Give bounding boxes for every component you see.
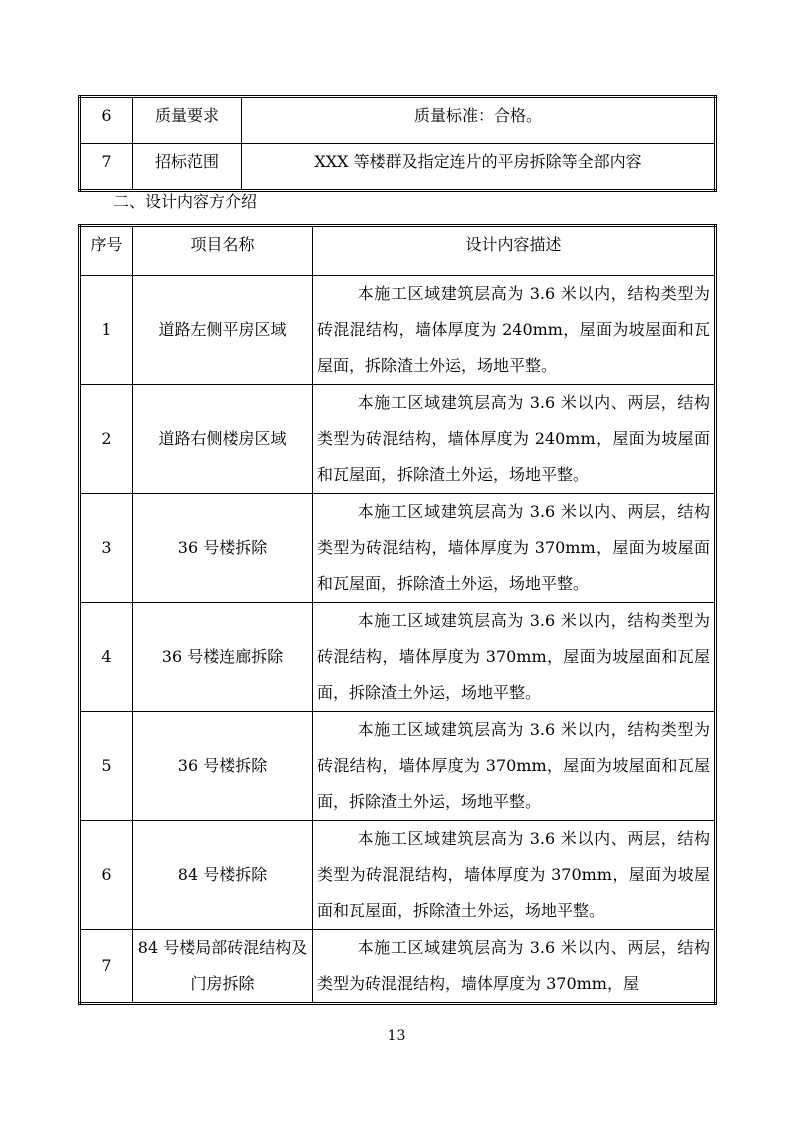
table-row <box>80 821 716 930</box>
row-number: 5 <box>80 712 133 821</box>
design-content-table <box>78 224 717 1005</box>
table-row <box>80 276 716 385</box>
design-description: 本施工区域建筑层高为 3.6 米以内，结构类型为砖混混结构，墙体厚度为 240mm，屋面为坡屋面和瓦屋面，拆除渣土外运，场地平整。 <box>313 276 716 385</box>
row-number: 6 <box>80 97 133 144</box>
design-description: 本施工区域建筑层高为 3.6 米以内，结构类型为砖混结构，墙体厚度为 370mm，屋面为坡屋面和瓦屋面，拆除渣土外运，场地平整。 <box>313 712 716 821</box>
row-number: 1 <box>80 276 133 385</box>
design-description: 本施工区域建筑层高为 3.6 米以内、两层，结构类型为砖混混结构，墙体厚度为 370mm，屋面为坡屋面和瓦屋面，拆除渣土外运，场地平整。 <box>313 821 716 930</box>
table-header-row <box>80 226 716 276</box>
row-value: XXX 等楼群及指定连片的平房拆除等全部内容 <box>242 144 716 191</box>
project-name: 36 号楼拆除 <box>133 712 313 821</box>
design-description: 本施工区域建筑层高为 3.6 米以内，结构类型为砖混结构，墙体厚度为 370mm，屋面为坡屋面和瓦屋面，拆除渣土外运，场地平整。 <box>313 603 716 712</box>
design-description: 本施工区域建筑层高为 3.6 米以内、两层，结构类型为砖混结构，墙体厚度为 370mm，屋面为坡屋面和瓦屋面，拆除渣土外运，场地平整。 <box>313 494 716 603</box>
project-name: 36 号楼连廊拆除 <box>133 603 313 712</box>
project-name: 84 号楼拆除 <box>133 821 313 930</box>
project-name: 道路右侧楼房区域 <box>133 385 313 494</box>
row-number: 7 <box>80 144 133 191</box>
table-row <box>80 603 716 712</box>
row-number: 6 <box>80 821 133 930</box>
table-row <box>80 494 716 603</box>
project-name: 道路左侧平房区域 <box>133 276 313 385</box>
design-description: 本施工区域建筑层高为 3.6 米以内、两层，结构类型为砖混混结构，墙体厚度为 370mm，屋 <box>313 930 716 1004</box>
project-name: 36 号楼拆除 <box>133 494 313 603</box>
row-label: 招标范围 <box>133 144 242 191</box>
row-number: 7 <box>80 930 133 1004</box>
table-row <box>80 385 716 494</box>
project-name: 84 号楼局部砖混结构及门房拆除 <box>133 930 313 1004</box>
table-row <box>80 930 716 1004</box>
row-value: 质量标准：合格。 <box>242 97 716 144</box>
page-number: 13 <box>387 1028 406 1044</box>
row-label: 质量要求 <box>133 97 242 144</box>
header-description: 设计内容描述 <box>313 226 716 276</box>
row-number: 3 <box>80 494 133 603</box>
table-row <box>80 712 716 821</box>
header-project-name: 项目名称 <box>133 226 313 276</box>
row-number: 2 <box>80 385 133 494</box>
table-row <box>80 144 716 191</box>
row-number: 4 <box>80 603 133 712</box>
header-number: 序号 <box>80 226 133 276</box>
project-info-table <box>78 95 717 192</box>
section-heading: 二、设计内容方介绍 <box>113 192 258 211</box>
design-description: 本施工区域建筑层高为 3.6 米以内、两层，结构类型为砖混结构，墙体厚度为 240mm，屋面为坡屋面和瓦屋面，拆除渣土外运，场地平整。 <box>313 385 716 494</box>
table-row <box>80 97 716 144</box>
